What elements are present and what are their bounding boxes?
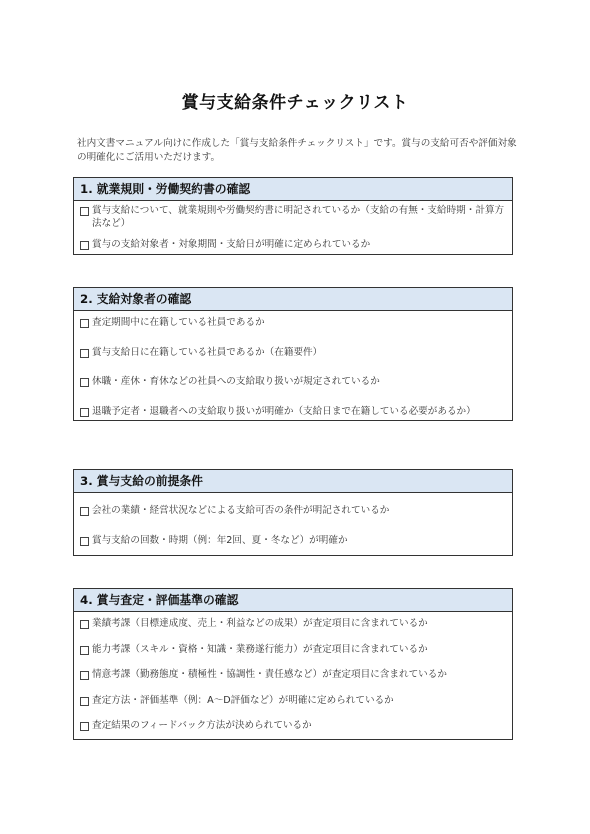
checklist-item bbox=[80, 205, 506, 230]
section-evaluation-criteria bbox=[73, 588, 513, 740]
checkbox[interactable] bbox=[80, 620, 89, 629]
checklist-item-text: 査定結果のフィードバック方法が決められているか bbox=[92, 720, 312, 731]
checklist-item-text: 賞与の支給対象者・対象期間・支給日が明確に定められているか bbox=[92, 239, 371, 250]
checkbox[interactable] bbox=[80, 671, 89, 680]
checklist-item bbox=[80, 669, 506, 682]
checkbox[interactable] bbox=[80, 349, 89, 358]
checklist-item-text: 賞与支給日に在籍している社員であるか（在籍要件） bbox=[92, 346, 323, 358]
checkbox[interactable] bbox=[80, 646, 89, 655]
checklist-item-text: 賞与支給について、就業規則や労働契約書に明記されているか（支給の有無・支給時期・計算方法など） bbox=[92, 205, 505, 229]
checklist-item bbox=[80, 406, 506, 419]
checklist-item bbox=[80, 239, 506, 252]
checklist-item bbox=[80, 317, 506, 330]
section-preconditions bbox=[73, 469, 513, 556]
checkbox[interactable] bbox=[80, 697, 89, 706]
section-heading: 4. 賞与査定・評価基準の確認 bbox=[74, 589, 512, 612]
checklist-item-text: 査定期間中に在籍している社員であるか bbox=[92, 317, 265, 328]
checklist-item bbox=[80, 535, 506, 548]
checkbox[interactable] bbox=[80, 537, 89, 546]
checklist-item-text: 業績考課（目標達成度、売上・利益などの成果）が査定項目に含まれているか bbox=[92, 618, 428, 629]
checklist-item bbox=[80, 695, 506, 708]
section-heading: 3. 賞与支給の前提条件 bbox=[74, 470, 512, 493]
page-title: 賞与支給条件チェックリスト bbox=[181, 93, 409, 113]
section-heading: 1. 就業規則・労働契約書の確認 bbox=[74, 178, 512, 201]
checklist-item bbox=[80, 347, 506, 360]
checkbox[interactable] bbox=[80, 207, 89, 216]
checklist-item-text: 休職・産休・育休などの社員への支給取り扱いが規定されているか bbox=[92, 376, 380, 387]
checklist bbox=[74, 493, 512, 555]
checklist-item-text: 賞与支給の回数・時期（例：年2回、夏・冬など）が明確か bbox=[92, 534, 348, 546]
checklist-item-text: 情意考課（勤務態度・積極性・協調性・責任感など）が査定項目に含まれているか bbox=[92, 669, 447, 680]
checklist-item bbox=[80, 505, 506, 518]
checklist-item bbox=[80, 376, 506, 389]
checklist-item bbox=[80, 618, 506, 631]
checklist-item-text: 退職予定者・退職者への支給取り扱いが明確か（支給日まで在籍している必要があるか） bbox=[92, 405, 476, 417]
checkbox[interactable] bbox=[80, 378, 89, 387]
checklist bbox=[74, 201, 512, 254]
section-heading: 2. 支給対象者の確認 bbox=[74, 288, 512, 311]
section-eligible-employees bbox=[73, 287, 513, 421]
checklist bbox=[74, 612, 512, 739]
checklist-item-text: 会社の業績・経営状況などによる支給可否の条件が明記されているか bbox=[92, 505, 390, 516]
checklist-item-text: 能力考課（スキル・資格・知識・業務遂行能力）が査定項目に含まれているか bbox=[92, 643, 428, 655]
checklist-item bbox=[80, 720, 506, 733]
intro-text: 社内文書マニュアル向けに作成した「賞与支給条件チェックリスト」です。賞与の支給可否や評価対象の明確化にご活用いただけます。 bbox=[77, 138, 517, 163]
checklist-item-text: 査定方法・評価基準（例：A〜D評価など）が明確に定められているか bbox=[92, 694, 394, 706]
checkbox[interactable] bbox=[80, 507, 89, 516]
checkbox[interactable] bbox=[80, 722, 89, 731]
checkbox[interactable] bbox=[80, 241, 89, 250]
checklist-item bbox=[80, 644, 506, 657]
checkbox[interactable] bbox=[80, 319, 89, 328]
checklist bbox=[74, 311, 512, 420]
section-work-rules bbox=[73, 177, 513, 255]
checkbox[interactable] bbox=[80, 408, 89, 417]
